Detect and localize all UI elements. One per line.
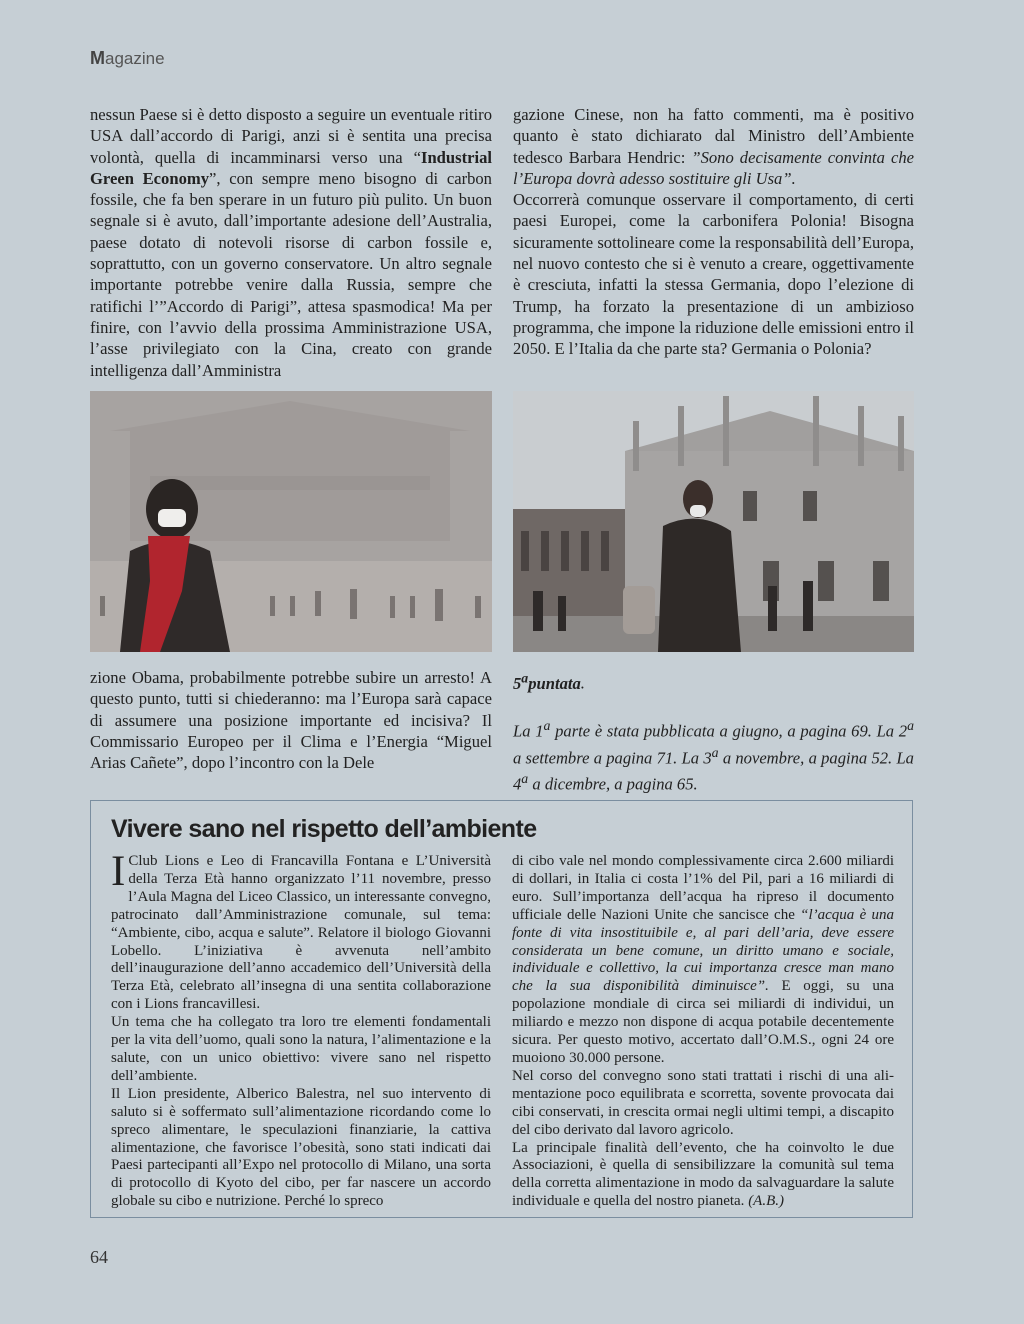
sidebar-article-box: [90, 800, 913, 1218]
series-note: [513, 715, 914, 795]
text-run: parte è stata pubblicata a giugno, a pagina 69. La 2: [555, 721, 908, 741]
text-run: La principale finalità dell’evento, che ha coinvolto le due Associazioni, è quella di sensibilizzare la comunità sul tema della corretta alimentazione in modo da salvaguardare la salute individuale e quella del nostro pianeta.: [512, 1139, 894, 1210]
header-rest: agazine: [105, 49, 165, 68]
smog-scene-illustration: [90, 391, 492, 652]
text-run: Club Lions e Leo di Francavilla Fontana e L’Università della Terza Età hanno organizzato l’11 novembre, presso l’Aula Magna del Liceo Classico, un interessante convegno, patrocinato dall’Amministrazione comunale, sul tema: “Ambiente, cibo, acqua e salute”. Relatore il biologo Giovanni Lobello. L’iniziativa è avvenuta nell’ambito dell’inaugurazione dell’anno accademico dell’Università della Terza Età, celebrato all’insegna di una sentita collaborazione con i Lions francavillesi.: [111, 853, 491, 1013]
quote: ”Sono decisamente convinta che l’Europa dovrà adesso sostituire gli Usa”.: [513, 147, 914, 188]
text-run: ”, con sempre meno bisogno di carbon fossile, che fa ben sperare in un futuro più pulito. Un buon segnale si è avuto, dall’importante adesione dell’Australia, paese dotato di notevoli risorse di carbon fossile e, soprattutto, con un governo conservatore. Un altro segnale importante potrebbe venire dalla Russia, sempre che ratifichi l’”Accordo di Parigi”, attesa spasmodica! Ma per finire, con l’avvio della prossima Amministrazione USA, l’asse privilegiato con la Cina, creato con grande intelligenza dall’Amministra: [90, 168, 492, 380]
box-title: Vivere sano nel rispetto dell’ambiente: [111, 815, 537, 843]
text-run: gazione Cinese, non ha fatto commenti, ma è positivo quanto è stato dichiarato dal Ministro dell’Ambiente tedesco Barbara Hendric:: [513, 105, 914, 167]
text-run: E oggi, su una popolazione mondiale di circa sei miliardi di individui, un miliardo e mezzo non dispone di acqua potabile decentemente sicura. Per questo motivo, accertato dall’O.M.S., ogni 24 ore muoiono 30.000 persone.: [512, 978, 895, 1066]
superscript: a: [543, 717, 551, 733]
paragraph: zione Obama, probabilmente potrebbe subire un arresto! A questo punto, tutti si chiederanno: ma l’Europa sarà capace di assumere una posizione importante ed incisiva? Il Commissario Europeo per il Clima e l’Energia “Miguel Arias Cañete”, dopo l’incontro con la Dele: [90, 668, 492, 773]
superscript: a: [711, 744, 719, 760]
superscript: a: [521, 771, 529, 787]
photo-woman-mask-smog: [90, 391, 492, 652]
episode-word: puntata: [528, 673, 581, 693]
article-column-top-right: [513, 104, 914, 360]
paragraph: Il Lion presidente, Alberico Balestra, nel suo intervento di saluto si è soffermato sull’alimentazione ricordando come lo spreco alimentare, le speculazioni finanziarie, la cattiva alimentazione, che favorisce l’obesità, sono stati indicati dai Paesi partecipanti all’Expo nel protocollo di Milano, una sorta di protocollo di Kyoto del cibo, per far nascere un accordo globale su cibo e nutrizione. Perché lo spreco: [111, 1085, 491, 1210]
magazine-header: [90, 48, 165, 69]
cathedral-scene-illustration: [513, 391, 914, 652]
author-signature: (A.B.): [748, 1193, 785, 1210]
text-run: a dicembre, a pagina 65.: [532, 775, 698, 795]
box-column-left: [111, 848, 491, 1211]
episode-dot: .: [580, 673, 585, 693]
header-initial: M: [90, 48, 105, 68]
article-column-mid-left: [90, 667, 492, 773]
paragraph: Occorrerà comunque osservare il comportamento, di certi paesi Europei, come la carbonifera Polonia! Bisogna sicuramente sottolineare come la responsabilità dell’Europa, nel nuovo contesto che si è venuto a creare, oggettivamente è cresciuta, infatti la stessa Germania, dopo l’elezione di Trump, ha forzato la presentazione di un ambizioso programma, che impone la riduzione delle emissioni entro il 2050. E l’Italia da che parte sta? Germania o Polonia?: [513, 190, 914, 359]
page-number: 64: [90, 1247, 108, 1267]
superscript: a: [907, 717, 914, 733]
quote: “l’acqua è una fonte di vita insostituibile e, al pari dell’aria, deve essere considerata un bene comune, un diritto umano e sociale, individuale e collettivo, la cui importanza cresce man mano che la sua disponibilità diminuisce”.: [512, 906, 894, 995]
paragraph: [90, 104, 492, 381]
superscript: a: [521, 670, 529, 685]
text-run: a settembre a pagina 71. La 3: [513, 748, 712, 768]
episode-label: [513, 667, 914, 694]
box-column-right: [512, 853, 894, 1211]
text-run: a novembre, a pagina 52. La 4: [513, 748, 914, 795]
paragraph: [111, 848, 491, 1014]
article-column-mid-right: [513, 667, 914, 795]
paragraph: Nel corso del convegno sono stati trattati i rischi di una alimentazione poco equilibrata e scorretta, sovente provocata dai cibi conservati, in crescita ormai negli ultimi tempi, a discapito del cibo derivato dal lavoro agricolo.: [512, 1067, 894, 1138]
article-column-top-left: [90, 104, 492, 381]
text-run: nessun Paese si è detto disposto a seguire un eventuale ritiro USA dall’accordo di Parigi, anzi si è sentita una precisa volontà, quella di incamminarsi verso una “: [90, 105, 492, 167]
episode-number: 5: [513, 673, 522, 693]
paragraph: Un tema che ha collegato tra loro tre elementi fondamentali per la vita dell’uomo, quali sono la natura, l’alimentazione e la salute, con un unico obiettivo: vivere sano nel rispetto dell’ambiente.: [111, 1014, 491, 1084]
paragraph: [512, 1140, 894, 1212]
paragraph: [513, 104, 914, 189]
drop-cap: I: [111, 848, 126, 895]
paragraph: [512, 853, 894, 1068]
photo-milan-cathedral-mask: [513, 391, 914, 652]
text-run: di cibo vale nel mondo complessivamente circa 2.600 miliardi di dollari, in Italia ci costa l’1% del Pil, pari a 16 miliardi di euro. Sull’importanza dell’acqua ha ripreso il documento ufficiale delle Nazioni Unite che sancisce che: [512, 853, 894, 923]
text-run: La 1: [513, 721, 544, 741]
bold-phrase: Industrial Green Economy: [90, 147, 492, 188]
